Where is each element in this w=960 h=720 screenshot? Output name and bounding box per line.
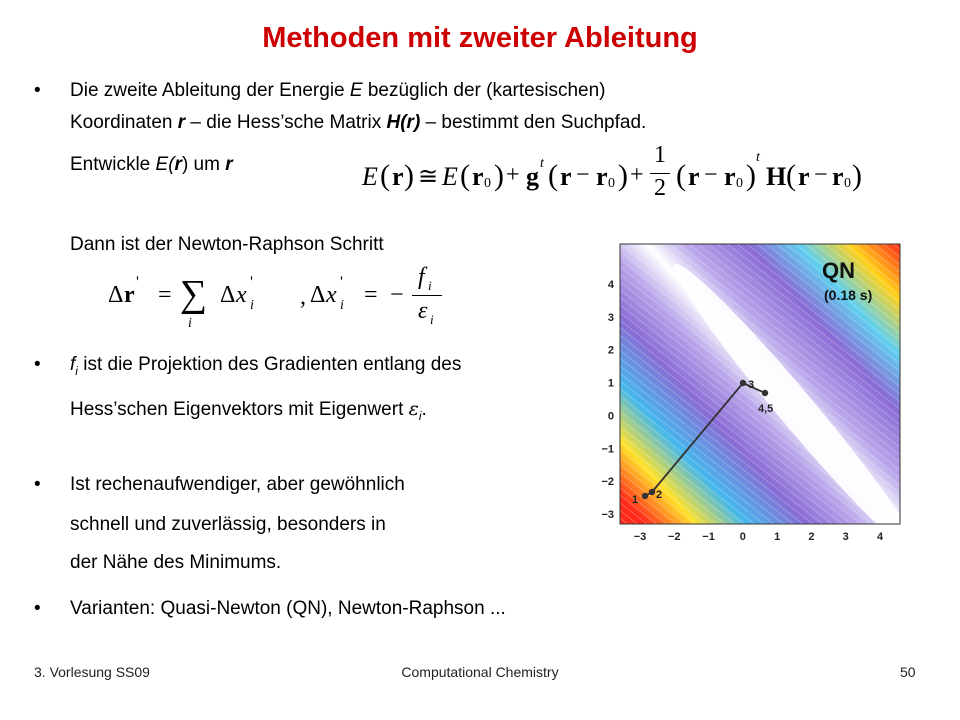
text-run: bezüglich der (kartesischen) [362,80,606,101]
math-r: r [798,162,810,191]
math-paren: ) [746,159,756,192]
symbol-r: r [174,154,182,175]
x-tick-label: 1 [774,531,781,543]
math-r: r [688,162,700,191]
math-comma: , [300,284,306,310]
math-subscript: 0 [484,176,491,191]
math-fraction-bar [412,295,442,296]
bullet-marker: • [34,474,41,495]
footer-course: Computational Chemistry [401,664,559,680]
math-sum-index: i [188,316,192,331]
math-minus: − [704,162,718,188]
text-run: Die zweite Ableitung der Energie [70,80,350,101]
math-prime: ' [340,274,343,291]
math-r: r [124,282,135,308]
math-E: E [362,162,378,191]
math-equals: = [364,282,378,308]
math-paren: ( [380,159,390,192]
math-superscript: t [756,150,760,165]
math-prime: ' [250,274,253,291]
math-paren: ( [786,159,796,192]
math-subscript: i [250,298,254,313]
bullet2-line1 [70,354,461,382]
math-sum: ∑ [180,273,208,315]
qn-contour-plot [592,230,914,552]
text-run: Koordinaten [70,112,178,133]
x-tick-label: 4 [876,531,884,543]
math-r0: r [596,162,608,191]
path-point-3 [740,380,746,386]
x-tick-label: 2 [808,531,815,543]
x-tick-label: −3 [633,531,647,543]
bullet1-line3 [70,154,233,176]
text-run: Entwickle [70,154,156,175]
x-tick-label: −1 [702,531,715,543]
text-run: – die Hess’sche Matrix [185,112,387,133]
y-tick-label: −3 [601,509,614,521]
math-equals: = [158,282,172,308]
y-tick-label: 1 [607,377,614,390]
x-tick-label: −2 [668,531,681,543]
x-axis-ticks [634,531,884,543]
math-fraction-denominator: 2 [654,175,666,201]
bullet1-line2 [70,112,646,134]
footer-lecture: 3. Vorlesung SS09 [34,664,150,680]
math-paren: ) [404,159,414,192]
math-r: r [560,162,572,191]
symbol-epsilon: ε [408,398,419,420]
text-run: ist die Projektion des Gradienten entlang des [77,354,462,375]
math-paren: ( [548,159,558,192]
bullet1-line4: Dann ist der Newton-Raphson Schritt [70,234,384,255]
y-tick-label: −1 [601,443,614,456]
math-subscript: i [340,298,344,313]
math-minus: − [814,162,828,188]
bullet3-line2: schnell und zuverlässig, besonders in [70,514,386,535]
math-r0: r [472,162,484,191]
math-r0: r [832,162,844,191]
math-paren: ) [618,159,628,192]
bullet2-line2 [70,398,427,427]
math-minus: − [390,282,404,308]
math-x: x [236,282,247,308]
math-superscript: t [540,156,544,171]
bullet-marker: • [34,598,41,619]
math-subscript: i [430,312,434,327]
math-fraction-bar [650,173,670,174]
math-minus: − [576,162,590,188]
y-tick-label: 2 [607,344,614,357]
bullet3-line3: der Nähe des Minimums. [70,552,282,573]
symbol-f: f [70,354,76,375]
math-fraction-numerator: 1 [654,142,666,168]
bullet3-line1: Ist rechenaufwendiger, aber gewöhnlich [70,474,405,495]
math-delta: Δ [108,282,124,308]
math-paren: ) [852,159,862,192]
math-subscript: i [428,278,432,293]
path-point-2 [649,489,655,495]
path-point-4-5 [762,390,768,396]
plot-time-label: (0.18 s) [824,287,873,303]
math-plus: + [506,162,520,188]
text-run: . [421,399,427,420]
text-run: Hess’schen Eigenvektors mit Eigenwert [70,399,409,420]
text-run: ) um [181,154,226,175]
y-tick-label: −2 [601,476,614,489]
symbol-r: r [177,112,186,133]
math-paren: ( [460,159,470,192]
point-label-1: 1 [632,494,639,506]
math-subscript: 0 [608,176,615,191]
math-subscript: 0 [736,176,743,191]
math-x: x [326,282,337,308]
subscript-i: i [418,408,422,423]
symbol-E: E [349,80,363,101]
math-paren: ( [676,159,686,192]
math-r: r [392,162,404,191]
slide-title: Methoden mit zweiter Ableitung [262,22,698,54]
math-E: E [442,162,458,191]
math-H: H [766,162,787,191]
math-prime: ' [136,274,139,291]
math-subscript: 0 [844,176,851,191]
taylor-formula [362,142,862,206]
point-label-4-5: 4,5 [758,403,774,415]
symbol-Hr: H(r) [386,112,421,133]
math-r0: r [724,162,736,191]
text-run: E( [155,154,175,175]
math-delta: Δ [220,282,236,308]
path-point-1 [642,493,648,499]
plot-method-label: QN [822,258,855,283]
y-axis-ticks [601,279,614,521]
bullet-marker: • [34,80,41,101]
x-tick-label: 3 [842,531,849,543]
y-tick-label: 4 [607,279,614,291]
y-tick-label: 3 [607,311,614,324]
symbol-r: r [225,154,233,175]
math-delta: Δ [310,282,326,308]
text-run: – bestimmt den Suchpfad. [420,112,647,133]
subscript-i: i [75,363,78,378]
math-epsilon: ε [418,298,428,324]
point-label-2: 2 [656,489,663,501]
bullet1-line1 [70,80,605,102]
x-tick-label: 0 [739,531,746,543]
step-formula [108,266,448,338]
bullet-marker: • [34,354,41,375]
y-tick-label: 0 [607,410,614,423]
math-approx: ≅ [418,164,439,190]
bullet4-line1: Varianten: Quasi-Newton (QN), Newton-Raphson ... [70,598,506,619]
point-label-3: 3 [748,379,755,391]
math-plus: + [630,162,644,188]
math-paren: ) [494,159,504,192]
footer-page-number: 50 [900,664,916,680]
math-f: f [418,264,425,290]
math-g: g [526,162,539,191]
